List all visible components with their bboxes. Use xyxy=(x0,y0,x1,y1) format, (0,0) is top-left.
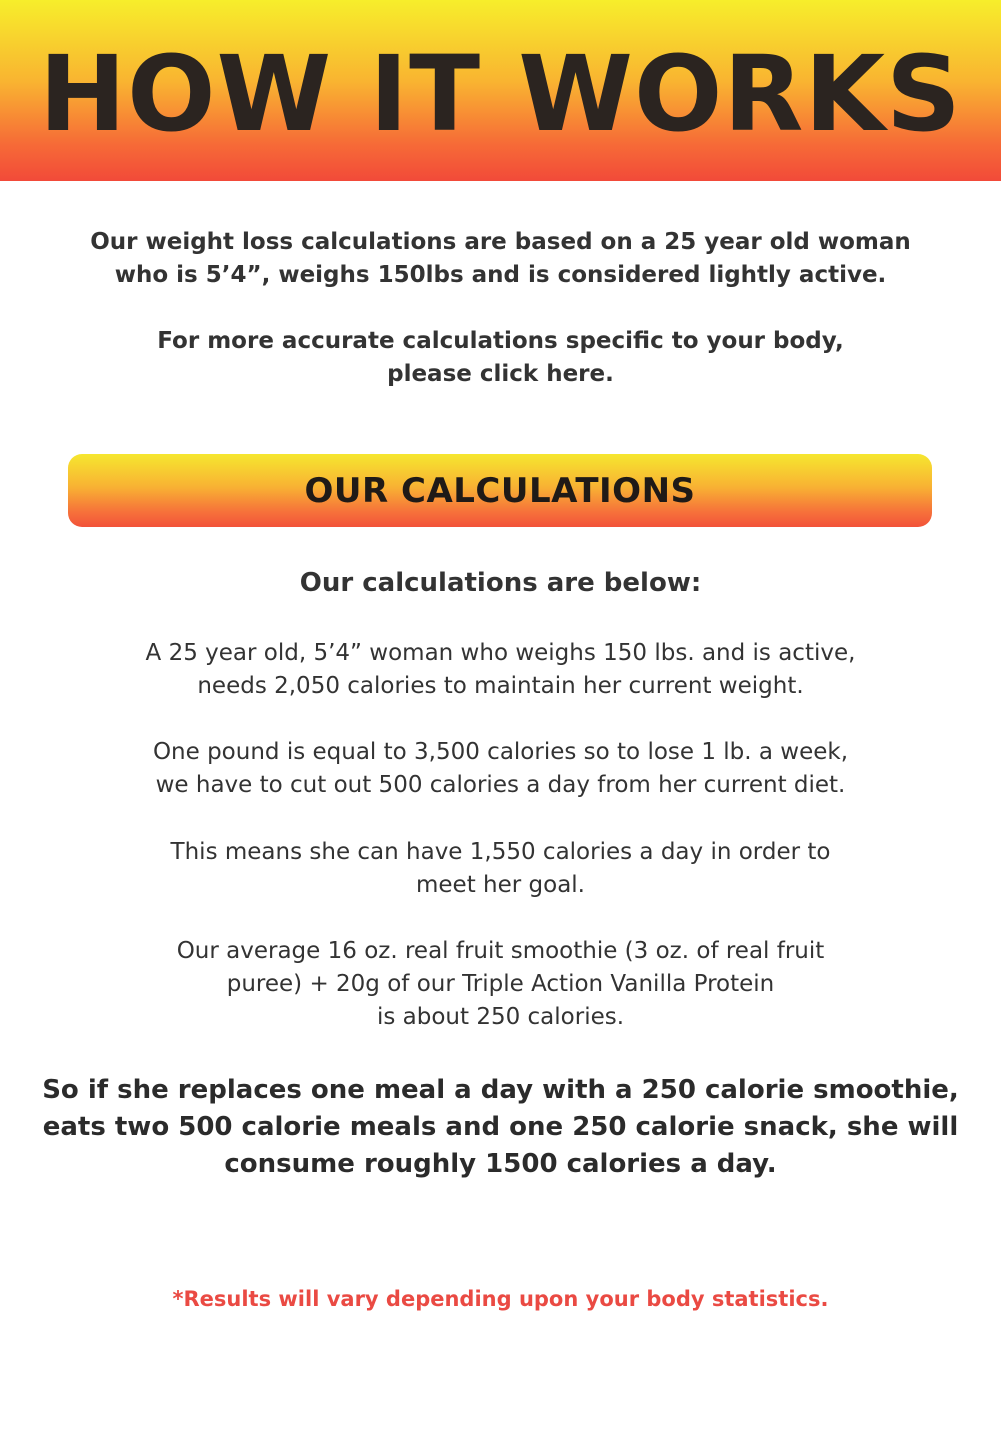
paragraph-line: puree) + 20g of our Triple Action Vanilla Protein xyxy=(226,971,775,997)
paragraph-line: This means she can have 1,550 calories a day in order to xyxy=(170,839,831,865)
paragraph-line: is about 250 calories. xyxy=(376,1004,625,1030)
summary-line: So if she replaces one meal a day with a 250 calorie smoothie, xyxy=(42,1075,959,1105)
accuracy-line: For more accurate calculations specific to your body, xyxy=(157,328,844,354)
intro-paragraph xyxy=(0,226,1001,292)
calculation-paragraph-maintenance xyxy=(0,637,1001,703)
calculations-banner-title: OUR CALCULATIONS xyxy=(304,470,696,511)
summary-line: eats two 500 calorie meals and one 250 calorie snack, she will xyxy=(42,1112,959,1142)
calculations-banner xyxy=(68,454,932,527)
paragraph-line: meet her goal. xyxy=(416,872,585,898)
results-disclaimer: *Results will vary depending upon your body statistics. xyxy=(172,1287,829,1311)
paragraph-line: Our average 16 oz. real fruit smoothie (3 oz. of real fruit xyxy=(176,938,825,964)
accuracy-paragraph[interactable] xyxy=(0,325,1001,391)
calculation-paragraph-goal xyxy=(0,836,1001,902)
paragraph-line: we have to cut out 500 calories a day from her current diet. xyxy=(155,772,846,798)
calculations-subtitle: Our calculations are below: xyxy=(299,568,702,598)
paragraph-line: One pound is equal to 3,500 calories so to lose 1 lb. a week, xyxy=(152,739,849,765)
paragraph-line: A 25 year old, 5’4” woman who weighs 150 lbs. and is active, xyxy=(145,640,856,666)
click-here-link[interactable]: please click here. xyxy=(387,361,614,387)
header-banner xyxy=(0,0,1001,181)
summary-line: consume roughly 1500 calories a day. xyxy=(224,1149,777,1179)
intro-line: Our weight loss calculations are based on a 25 year old woman xyxy=(90,229,911,255)
intro-line: who is 5’4”, weighs 150lbs and is considered lightly active. xyxy=(114,262,887,288)
calculation-paragraph-deficit xyxy=(0,736,1001,802)
calculation-summary xyxy=(0,1072,1001,1183)
calculation-paragraph-smoothie xyxy=(0,935,1001,1034)
page-title: HOW IT WORKS xyxy=(39,32,962,155)
paragraph-line: needs 2,050 calories to maintain her current weight. xyxy=(197,673,804,699)
